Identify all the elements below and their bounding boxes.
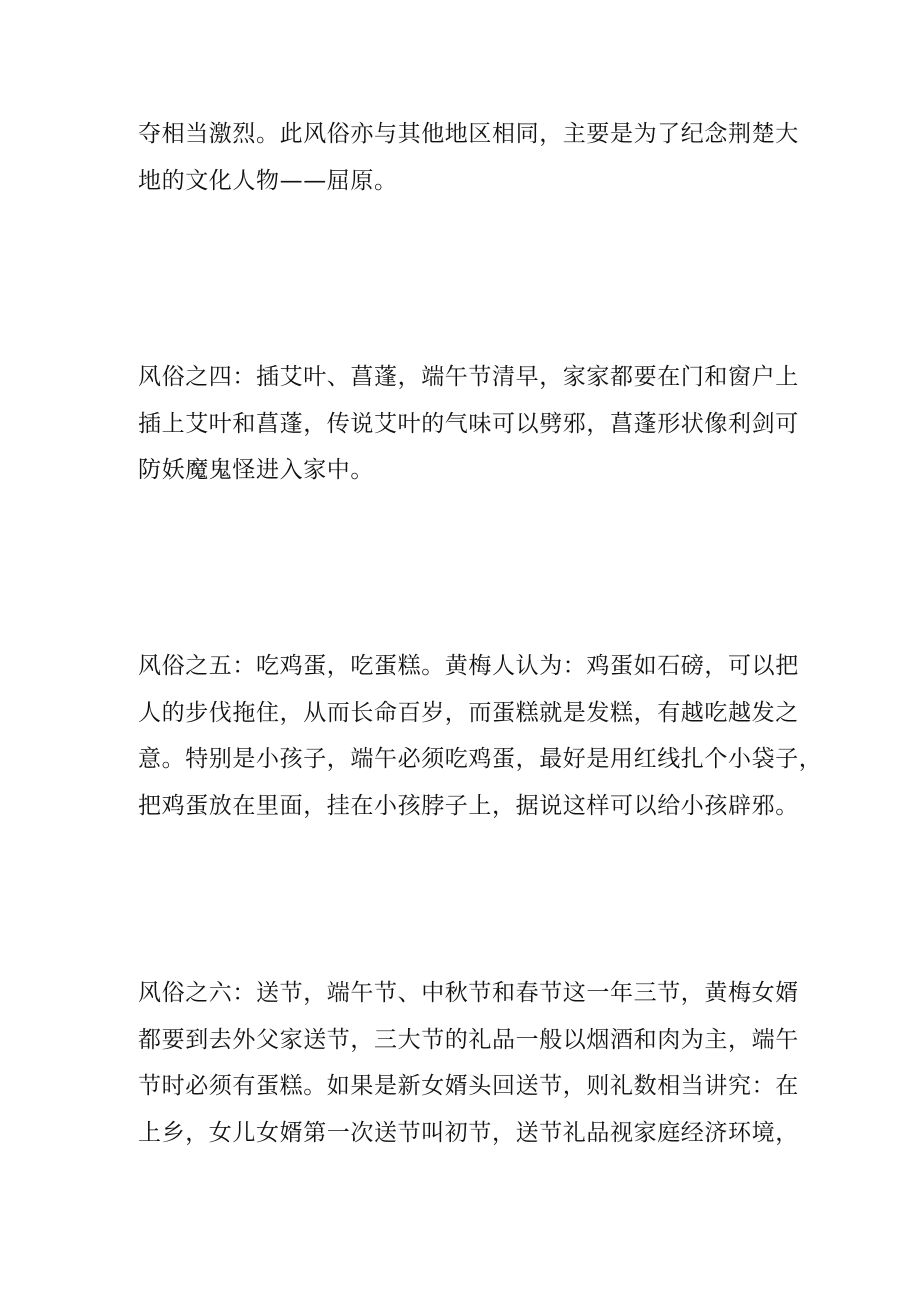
text-line: 风俗之六：送节，端午节、中秋节和春节这一年三节，黄梅女婿: [138, 980, 799, 1006]
paragraph-custom-six: [138, 970, 798, 1156]
text-line: 夺相当激烈。此风俗亦与其他地区相同，主要是为了纪念荆楚大: [138, 121, 799, 147]
text-line: 风俗之五：吃鸡蛋，吃蛋糕。黄梅人认为：鸡蛋如石磅，可以把: [138, 653, 799, 679]
text-line: 地的文化人物——屈原。: [138, 167, 398, 194]
text-line: 都要到去外父家送节，三大节的礼品一般以烟酒和肉为主，端午: [138, 1026, 799, 1053]
paragraph-custom-five: [138, 643, 823, 829]
text-line: 节时必须有蛋糕。如果是新女婿头回送节，则礼数相当讲究：在: [138, 1073, 799, 1099]
paragraph-quyuan: [138, 111, 798, 204]
text-line: 把鸡蛋放在里面，挂在小孩脖子上，据说这样可以给小孩辟邪。: [138, 792, 799, 819]
paragraph-custom-four: [138, 354, 798, 494]
text-line: 插上艾叶和菖蓬，传说艾叶的气味可以劈邪，菖蓬形状像利剑可: [138, 410, 799, 437]
text-line: 防妖魔鬼怪进入家中。: [138, 457, 374, 483]
text-line: 意。特别是小孩子，端午必须吃鸡蛋，最好是用红线扎个小袋子，: [138, 746, 823, 772]
text-line: 人的步伐拖住，从而长命百岁，而蛋糕就是发糕，有越吃越发之: [138, 699, 799, 726]
text-line: 风俗之四：插艾叶、菖蓬，端午节清早，家家都要在门和窗户上: [138, 364, 799, 390]
text-line: 上乡，女儿女婿第一次送节叫初节，送节礼品视家庭经济环境，: [138, 1119, 799, 1146]
